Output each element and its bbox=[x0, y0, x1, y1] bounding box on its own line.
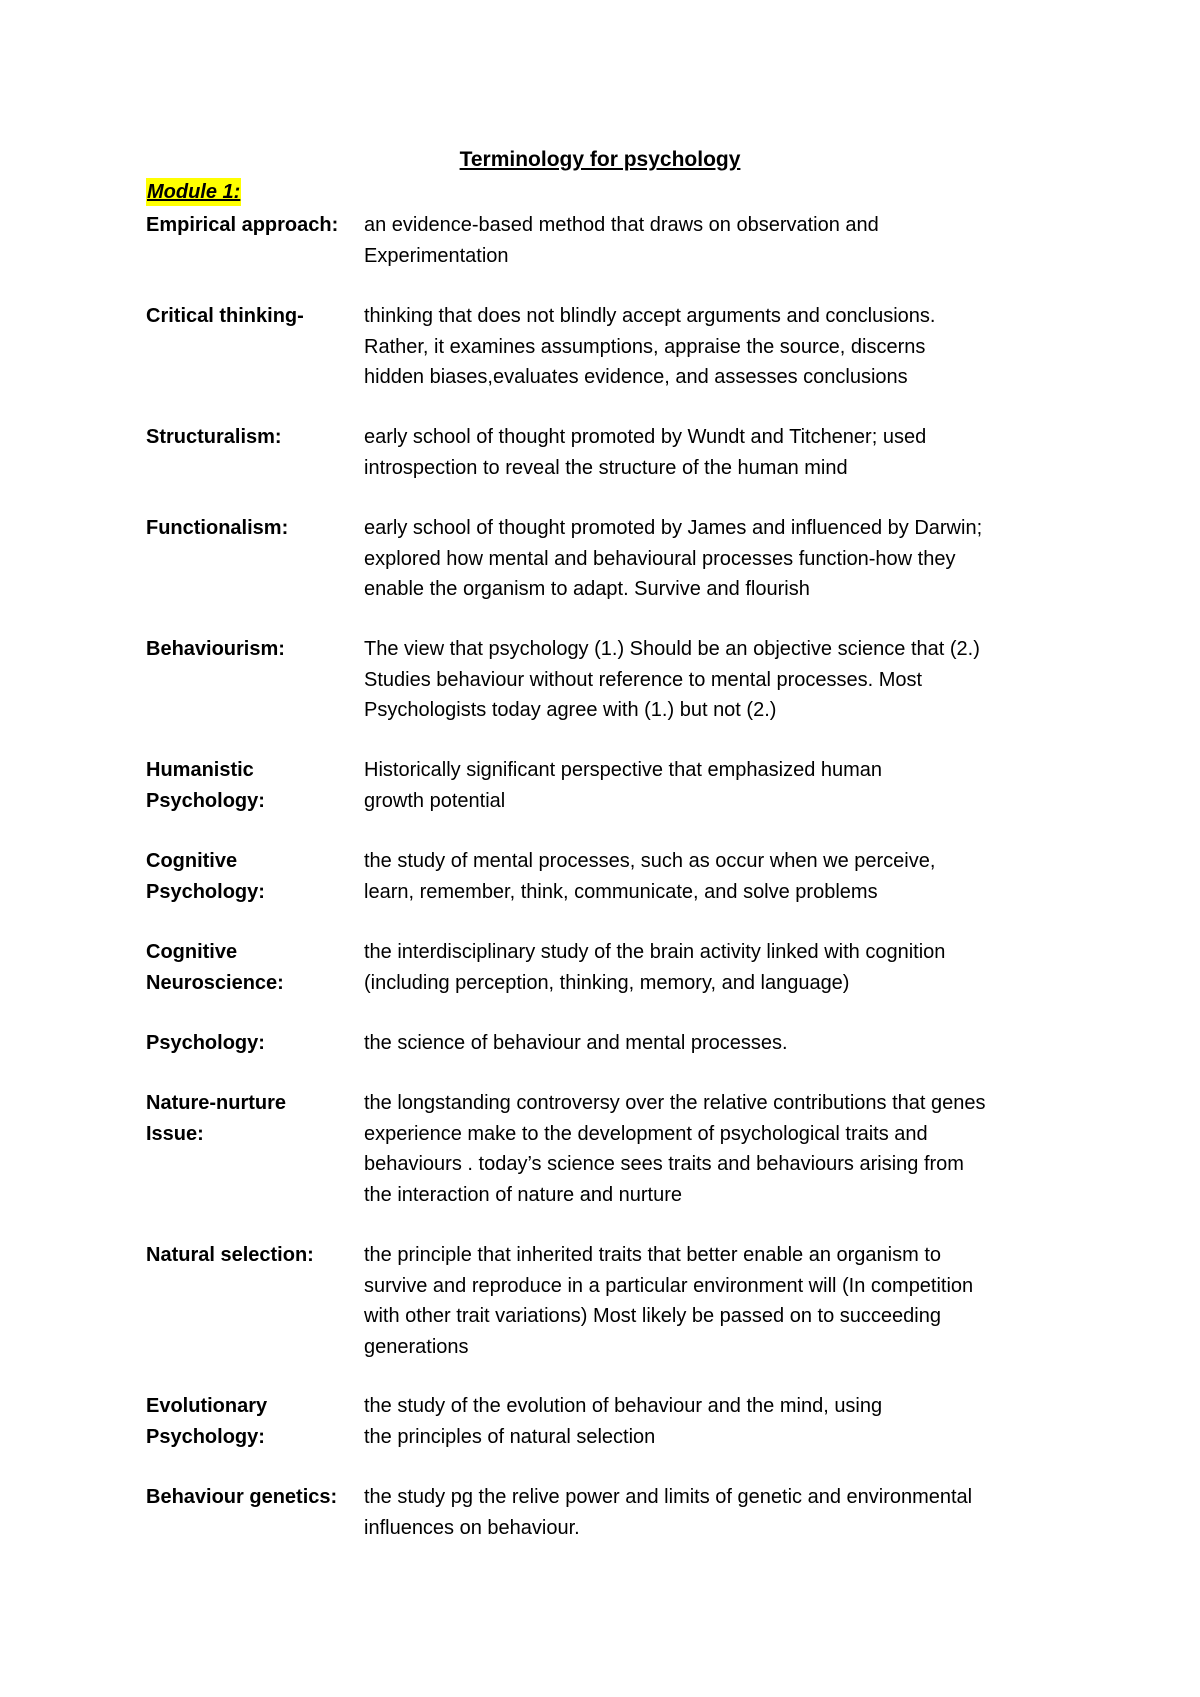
term-definition: The view that psychology (1.) Should be an objective science that (2.) Studies behaviour without reference to mental processes. Most Psychologists today agree with (1.) but not (2.) bbox=[364, 638, 980, 721]
term-definition: an evidence-based method that draws on observation and Experimentation bbox=[364, 214, 879, 267]
term-label: Behaviourism: bbox=[146, 638, 285, 660]
term-definition: Historically significant perspective that emphasized human growth potential bbox=[364, 759, 883, 812]
term-definition: the study of mental processes, such as occur when we perceive, learn, remember, think, communicate, and solve problems bbox=[364, 850, 936, 903]
term-label: Structuralism: bbox=[146, 426, 282, 448]
term-label: Nature-nurture Issue: bbox=[146, 1092, 287, 1145]
term-definition: the principle that inherited traits that better enable an organism to survive and reproduce in a particular environment will (In competition with other trait variations) Most likely be passed on to succeeding generations bbox=[364, 1244, 974, 1358]
term-definition: the science of behaviour and mental processes. bbox=[364, 1032, 788, 1054]
term-label: Natural selection: bbox=[146, 1244, 314, 1266]
term-label: Empirical approach: bbox=[146, 214, 339, 236]
term-label: Cognitive Neuroscience: bbox=[146, 941, 284, 994]
term-definition: the study of the evolution of behaviour and the mind, using the principles of natural selection bbox=[364, 1395, 883, 1448]
term-definition: thinking that does not blindly accept arguments and conclusions. Rather, it examines assumptions, appraise the source, discerns hidden biases,evaluates evidence, and assesses conclusions bbox=[364, 305, 936, 388]
term-label: Cognitive Psychology: bbox=[146, 850, 265, 903]
document-title: Terminology for psychology bbox=[459, 148, 741, 171]
term-label: Functionalism: bbox=[146, 517, 289, 539]
module-heading: Module 1: bbox=[146, 178, 241, 206]
term-definition: the longstanding controversy over the relative contributions that genes experience make to the development of psychological traits and behaviours . today’s science sees traits and behaviours arising from the interaction of nature and nurture bbox=[364, 1092, 986, 1206]
term-label: Humanistic Psychology: bbox=[146, 759, 265, 812]
term-definition: the study pg the relive power and limits of genetic and environmental influences on behaviour. bbox=[364, 1486, 973, 1539]
term-definition: early school of thought promoted by Wundt and Titchener; used introspection to reveal the structure of the human mind bbox=[364, 426, 927, 479]
term-definition: the interdisciplinary study of the brain activity linked with cognition (including perception, thinking, memory, and language) bbox=[364, 941, 946, 994]
term-label: Behaviour genetics: bbox=[146, 1486, 338, 1508]
term-label: Psychology: bbox=[146, 1032, 265, 1054]
term-definition: early school of thought promoted by James and influenced by Darwin; explored how mental and behavioural processes function-how they enable the organism to adapt. Survive and flourish bbox=[364, 517, 983, 600]
term-label: Evolutionary Psychology: bbox=[146, 1395, 268, 1448]
term-label: Critical thinking- bbox=[146, 305, 304, 327]
